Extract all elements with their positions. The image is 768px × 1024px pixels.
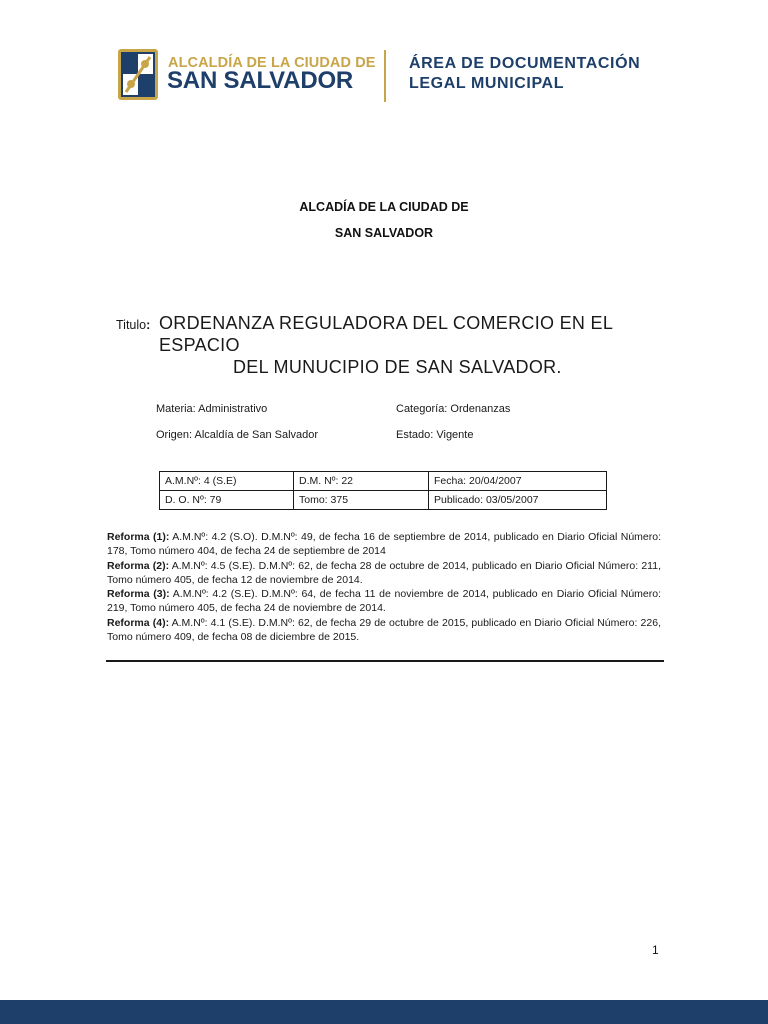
reforma-text: A.M.Nº: 4.1 (S.E). D.M.Nº: 62, de fecha 29 de octubre de 2015, publicado en Diario Oficial Número: 226, Tomo número 409, de fecha 08 de diciembre de 2015. xyxy=(107,616,661,644)
area-title-line-2: LEGAL MUNICIPAL xyxy=(409,75,565,92)
document-title xyxy=(159,312,679,378)
logo-line-1: ALCALDÍA DE LA CIUDAD DE xyxy=(168,55,376,71)
table-row xyxy=(160,472,607,491)
table-cell: Fecha: 20/04/2007 xyxy=(429,472,607,491)
reforma-label: Reforma (3): xyxy=(107,588,170,601)
title-line-2: DEL MUNUCIPIO DE SAN SALVADOR. xyxy=(233,357,562,377)
reforma-item xyxy=(107,587,661,616)
info-table xyxy=(159,471,607,510)
categoria-field: Categoría: Ordenanzas xyxy=(396,403,511,415)
table-cell: Publicado: 03/05/2007 xyxy=(429,491,607,510)
reforma-item xyxy=(107,559,661,588)
shield-icon xyxy=(121,52,155,97)
doc-header-line-2: SAN SALVADOR xyxy=(334,226,434,240)
coat-of-arms-logo xyxy=(118,49,158,100)
origen-field: Origen: Alcaldía de San Salvador xyxy=(156,429,319,441)
reforma-item xyxy=(107,616,661,645)
materia-field: Materia: Administrativo xyxy=(156,403,268,415)
reforma-text: A.M.Nº: 4.2 (S.O). D.M.Nº: 49, de fecha 16 de septiembre de 2014, publicado en Diario Oficial Número: 178, Tomo número 404, de fecha 24 de septiembre de 2014 xyxy=(107,531,662,558)
estado-field: Estado: Vigente xyxy=(396,429,474,441)
reforma-label: Reforma (1): xyxy=(107,531,170,543)
title-line-1: ORDENANZA REGULADORA DEL COMERCIO EN EL ESPACIO xyxy=(159,313,613,355)
logo-line-2: SAN SALVADOR xyxy=(167,67,354,94)
reforma-text: A.M.Nº: 4.2 (S.E). D.M.Nº: 64, de fecha 11 de noviembre de 2014, publicado en Diario Oficial Número: 219, Tomo número 405, de fecha 24 de noviembre de 2014. xyxy=(107,588,662,615)
title-label: Titulo: xyxy=(116,318,151,332)
table-cell: Tomo: 375 xyxy=(294,491,429,510)
footer-band xyxy=(0,1000,768,1024)
reforma-label: Reforma (2): xyxy=(107,559,170,572)
table-cell: D.M. Nº: 22 xyxy=(294,472,429,491)
reforma-label: Reforma (4): xyxy=(107,616,170,629)
section-rule xyxy=(106,660,664,662)
reforma-text: A.M.Nº: 4.5 (S.E). D.M.Nº: 62, de fecha 28 de octubre de 2014, publicado en Diario Oficial Número: 211, Tomo número 405, de fecha 12 de noviembre de 2014. xyxy=(107,559,661,586)
table-cell: A.M.Nº: 4 (S.E) xyxy=(160,472,294,491)
reformas-list xyxy=(107,530,661,644)
doc-header-line-1: ALCADÍA DE LA CIUDAD DE xyxy=(299,200,469,214)
table-cell: D. O. Nº: 79 xyxy=(160,491,294,510)
table-row xyxy=(160,491,607,510)
header-divider xyxy=(384,50,386,102)
area-title-line-1: ÁREA DE DOCUMENTACIÓN xyxy=(409,55,641,72)
reforma-item xyxy=(107,530,661,559)
page-number: 1 xyxy=(652,943,659,957)
